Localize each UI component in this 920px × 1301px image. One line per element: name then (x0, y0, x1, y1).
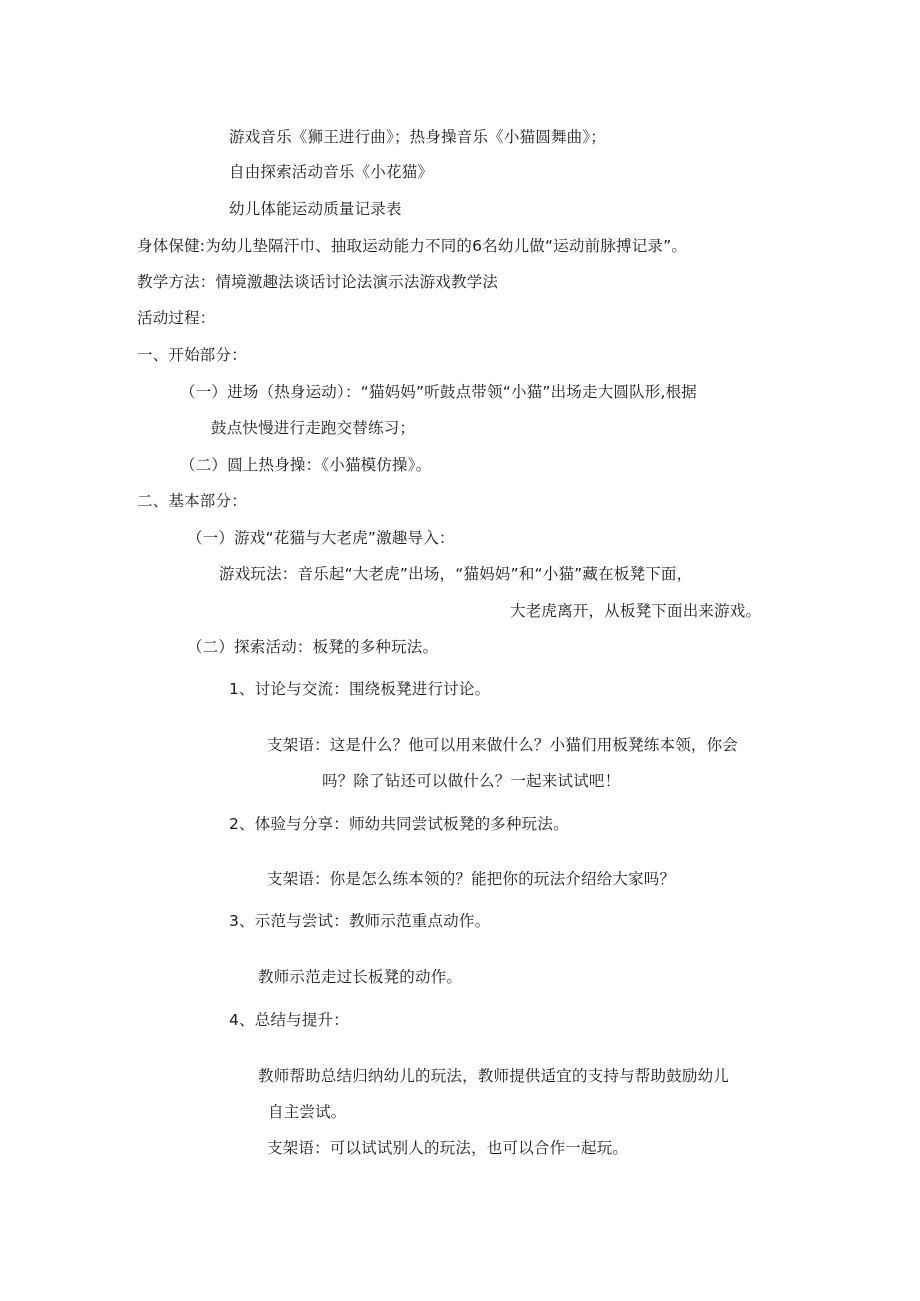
step-3: 3、示范与尝试：教师示范重点动作。 (229, 912, 491, 930)
step-4: 4、总结与提升： (229, 1011, 349, 1029)
step-1-prompt-line2: 吗？除了钻还可以做什么？一起来试试吧！ (322, 772, 621, 790)
step-3-detail: 教师示范走过长板凳的动作。 (258, 968, 463, 986)
step-4-detail-line2: 自主尝试。 (268, 1103, 347, 1121)
explore-title: （二）探索活动：板凳的多种玩法。 (187, 638, 439, 656)
process-title: 活动过程： (137, 309, 216, 327)
step-1: 1、讨论与交流：围绕板凳进行讨论。 (229, 680, 491, 698)
game-rule-line1: 游戏玩法：音乐起“大老虎”出场，“猫妈妈”和“小猫”藏在板凳下面， (219, 565, 693, 583)
game-rule-line2: 大老虎离开，从板凳下面出来游戏。 (510, 602, 762, 620)
game-title: （一）游戏“花猫与大老虎”激趣导入： (187, 529, 455, 547)
step-4-detail-line1: 教师帮助总结归纳幼儿的玩法，教师提供适宜的支持与帮助鼓励幼儿 (258, 1067, 730, 1085)
music-line-1: 游戏音乐《狮王进行曲》；热身操音乐《小猫圆舞曲》； (229, 128, 607, 146)
step-4-prompt: 支架语：可以试试别人的玩法，也可以合作一起玩。 (267, 1139, 629, 1157)
step-2: 2、体验与分享：师幼共同尝试板凳的多种玩法。 (229, 815, 569, 833)
health-care-line: 身体保健:为幼儿垫隔汗巾、抽取运动能力不同的6名幼儿做“运动前脉搏记录”。 (137, 237, 688, 255)
part-one-item1-line1: （一）进场（热身运动）：“猫妈妈”听鼓点带领“小猫”出场走大圆队形,根据 (180, 383, 697, 401)
record-sheet-line: 幼儿体能运动质量记录表 (229, 200, 402, 218)
step-1-prompt-line1: 支架语：这是什么？他可以用来做什么？小猫们用板凳练本领，你会 (267, 736, 739, 754)
part-one-item2: （二）圆上热身操：《小猫模仿操》。 (180, 456, 432, 474)
part-one-item1-line2: 鼓点快慢进行走跑交替练习； (211, 419, 416, 437)
part-two-title: 二、基本部分： (137, 492, 247, 510)
step-2-prompt: 支架语：你是怎么练本领的？能把你的玩法介绍给大家吗？ (267, 870, 676, 888)
part-one-title: 一、开始部分： (137, 346, 247, 364)
music-line-2: 自由探索活动音乐《小花猫》 (229, 163, 434, 181)
teaching-methods-line: 教学方法：情境激趣法谈话讨论法演示法游戏教学法 (137, 273, 499, 291)
